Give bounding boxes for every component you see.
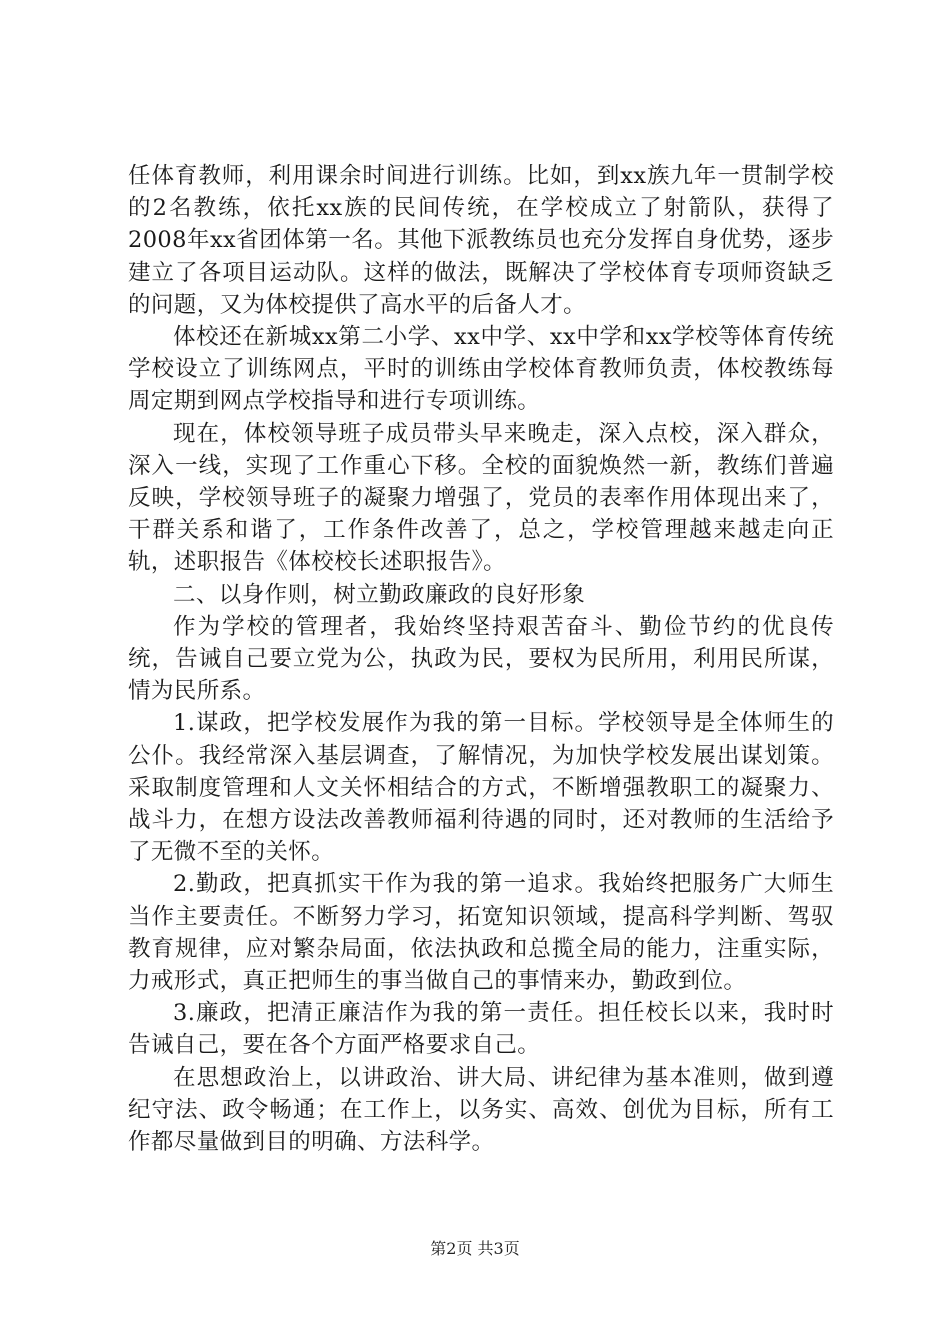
document-body: [128, 160, 834, 1158]
paragraph-manager-principles: 作为学校的管理者，我始终坚持艰苦奋斗、勤俭节约的优良传统，告诫自己要立党为公，执政为民，要权为民所用，利用民所谋，情为民所系。: [128, 613, 834, 705]
list-item-diligence: 2.勤政，把真抓实干作为我的第一追求。我始终把服务广大师生当作主要责任。不断努力学习，拓宽知识领域，提高科学判断、驾驭教育规律，应对繁杂局面，依法执政和总揽全局的能力，注重实际，力戒形式，真正把师生的事当做自己的事情来办，勤政到位。: [128, 871, 834, 995]
list-item-planning: 1.谋政，把学校发展作为我的第一目标。学校领导是全体师生的公仆。我经常深入基层调查，了解情况，为加快学校发展出谋划策。采取制度管理和人文关怀相结合的方式，不断增强教职工的凝聚力、战斗力，在想方设法改善教师福利待遇的同时，还对教师的生活给予了无微不至的关怀。: [128, 710, 834, 866]
section-heading-integrity: 二、以身作则，树立勤政廉政的良好形象: [173, 581, 586, 608]
list-item-integrity: 3.廉政，把清正廉洁作为我的第一责任。担任校长以来，我时时告诫自己，要在各个方面严格要求自己。: [128, 1000, 834, 1059]
paragraph-leadership-results: 现在，体校领导班子成员带头早来晚走，深入点校，深入群众，深入一线，实现了工作重心下移。全校的面貌焕然一新，教练们普遍反映，学校领导班子的凝聚力增强了，党员的表率作用体现出来了，干群关系和谐了，工作条件改善了，总之，学校管理越来越走向正轨，述职报告《体校校长述职报告》。: [128, 420, 834, 576]
page-number-footer: 第2页 共3页: [430, 1239, 520, 1258]
paragraph-training-staff: 任体育教师，利用课余时间进行训练。比如，到xx族九年一贯制学校的2名教练，依托xx族的民间传统，在学校成立了射箭队，获得了2008年xx省团体第一名。其他下派教练员也充分发挥自身优势，逐步建立了各项目运动队。这样的做法，既解决了学校体育专项师资缺乏的问题，又为体校提供了高水平的后备人才。: [128, 163, 834, 318]
paragraph-training-network: 体校还在新城xx第二小学、xx中学、xx中学和xx学校等体育传统学校设立了训练网点，平时的训练由学校体育教师负责，体校教练每周定期到网点学校指导和进行专项训练。: [128, 324, 834, 415]
paragraph-political-work: 在思想政治上，以讲政治、讲大局、讲纪律为基本准则，做到遵纪守法、政令畅通；在工作上，以务实、高效、创优为目标，所有工作都尽量做到目的明确、方法科学。: [128, 1064, 834, 1156]
